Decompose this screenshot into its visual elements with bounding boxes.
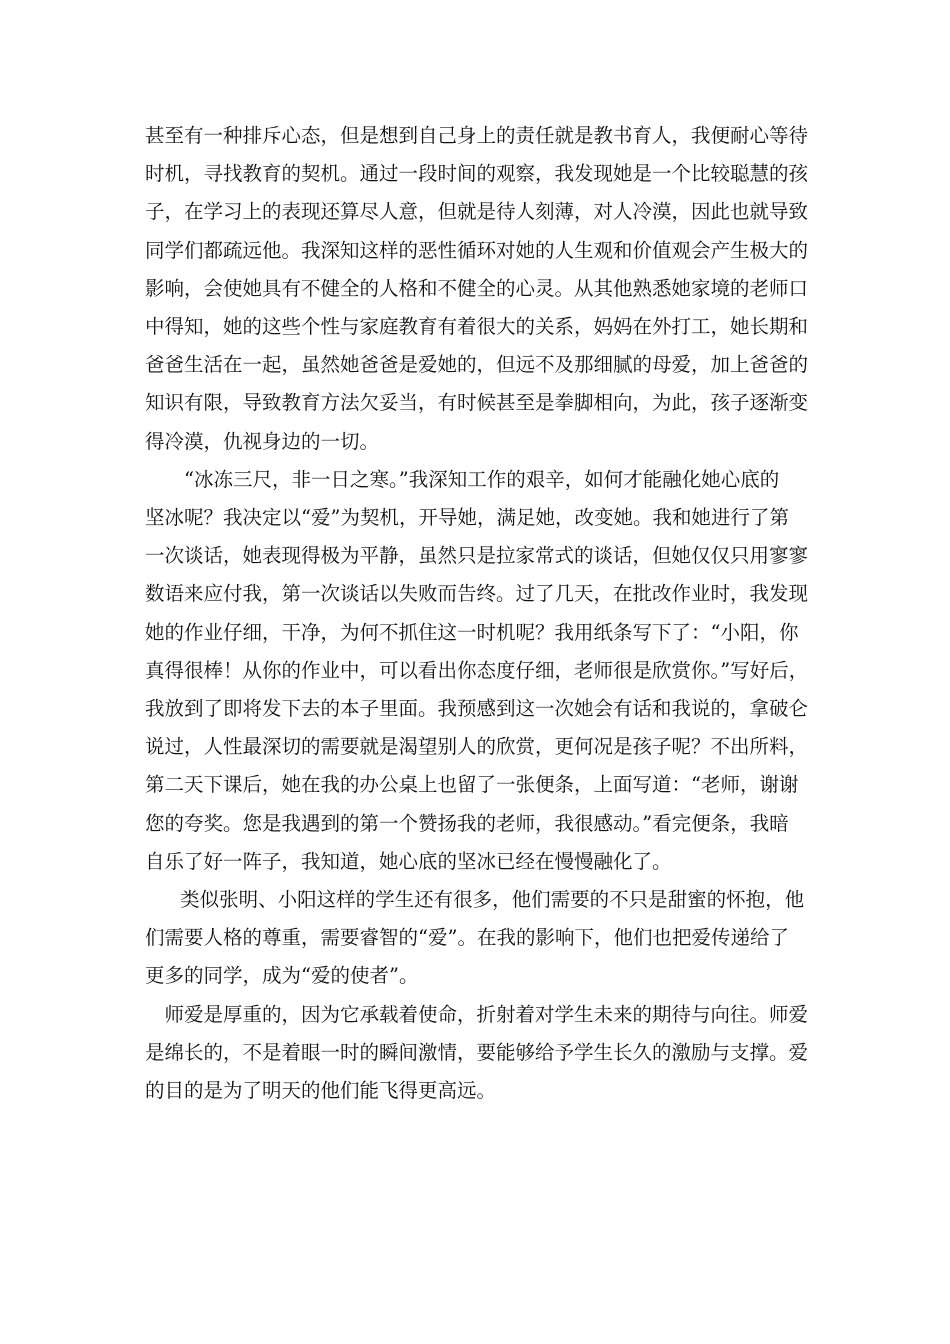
text-line: “冰冻三尺，非一日之寒。”我深知工作的艰辛，如何才能融化她心底的 (184, 467, 780, 491)
text-line: 说过，人性最深切的需要就是渴望别人的欣赏，更何况是孩子呢？不出所料， (145, 735, 809, 759)
paragraph-4 (145, 996, 821, 1111)
text-line: 们需要人格的尊重，需要睿智的“爱”。在我的影响下，他们也把爱传递给了 (145, 926, 789, 950)
text-line: 爸爸生活在一起，虽然她爸爸是爱她的，但远不及那细腻的母爱，加上爸爸的 (145, 353, 809, 377)
text-line: 是绵长的，不是着眼一时的瞬间激情，要能够给予学生长久的激励与支撑。爱 (145, 1040, 809, 1064)
text-line: 的目的是为了明天的他们能飞得更高远。 (145, 1079, 497, 1103)
text-line: 类似张明、小阳这样的学生还有很多，他们需要的不只是甜蜜的怀抱，他 (180, 888, 805, 912)
text-line: 知识有限，导致教育方法欠妥当，有时候甚至是拳脚相向，为此，孩子逐渐变 (145, 391, 809, 415)
text-line: 我放到了即将发下去的本子里面。我预感到这一次她会有话和我说的，拿破仑 (145, 697, 809, 721)
text-line: 时机，寻找教育的契机。通过一段时间的观察，我发现她是一个比较聪慧的孩 (145, 162, 809, 186)
text-line: 师爱是厚重的，因为它承载着使命，折射着对学生未来的期待与向往。师爱 (164, 1002, 809, 1026)
paragraph-2 (145, 461, 821, 881)
text-line: 第二天下课后，她在我的办公桌上也留了一张便条，上面写道：“老师，谢谢 (145, 773, 799, 797)
text-line: 真得很棒！从你的作业中，可以看出你态度仔细，老师很是欣赏你。”写好后， (145, 658, 809, 682)
text-line: 更多的同学，成为“爱的使者”。 (145, 964, 419, 988)
text-line: 坚冰呢？我决定以“爱”为契机，开导她，满足她，改变她。我和她进行了第 (145, 506, 789, 530)
text-line: 您的夸奖。您是我遇到的第一个赞扬我的老师，我很感动。”看完便条，我暗 (145, 811, 789, 835)
text-line: 她的作业仔细，干净，为何不抓住这一时机呢？我用纸条写下了：“小阳，你 (145, 620, 799, 644)
text-line: 影响，会使她具有不健全的人格和不健全的心灵。从其他熟悉她家境的老师口 (145, 276, 809, 300)
text-line: 数语来应付我，第一次谈话以失败而告终。过了几天，在批改作业时，我发现 (145, 582, 809, 606)
text-line: 甚至有一种排斥心态，但是想到自己身上的责任就是教书育人，我便耐心等待 (145, 124, 809, 147)
paragraph-3 (145, 881, 821, 996)
text-line: 一次谈话，她表现得极为平静，虽然只是拉家常式的谈话，但她仅仅只用寥寥 (145, 544, 809, 568)
text-line: 子，在学习上的表现还算尽人意，但就是待人刻薄，对人冷漠，因此也就导致 (145, 200, 809, 224)
body-text (145, 117, 821, 1110)
paragraph-1 (145, 117, 821, 461)
text-line: 自乐了好一阵子，我知道，她心底的坚冰已经在慢慢融化了。 (145, 849, 672, 873)
text-line: 中得知，她的这些个性与家庭教育有着很大的关系，妈妈在外打工，她长期和 (145, 315, 809, 339)
text-line: 同学们都疏远他。我深知这样的恶性循环对她的人生观和价值观会产生极大的 (145, 238, 809, 262)
text-line: 得冷漠，仇视身边的一切。 (145, 429, 380, 453)
